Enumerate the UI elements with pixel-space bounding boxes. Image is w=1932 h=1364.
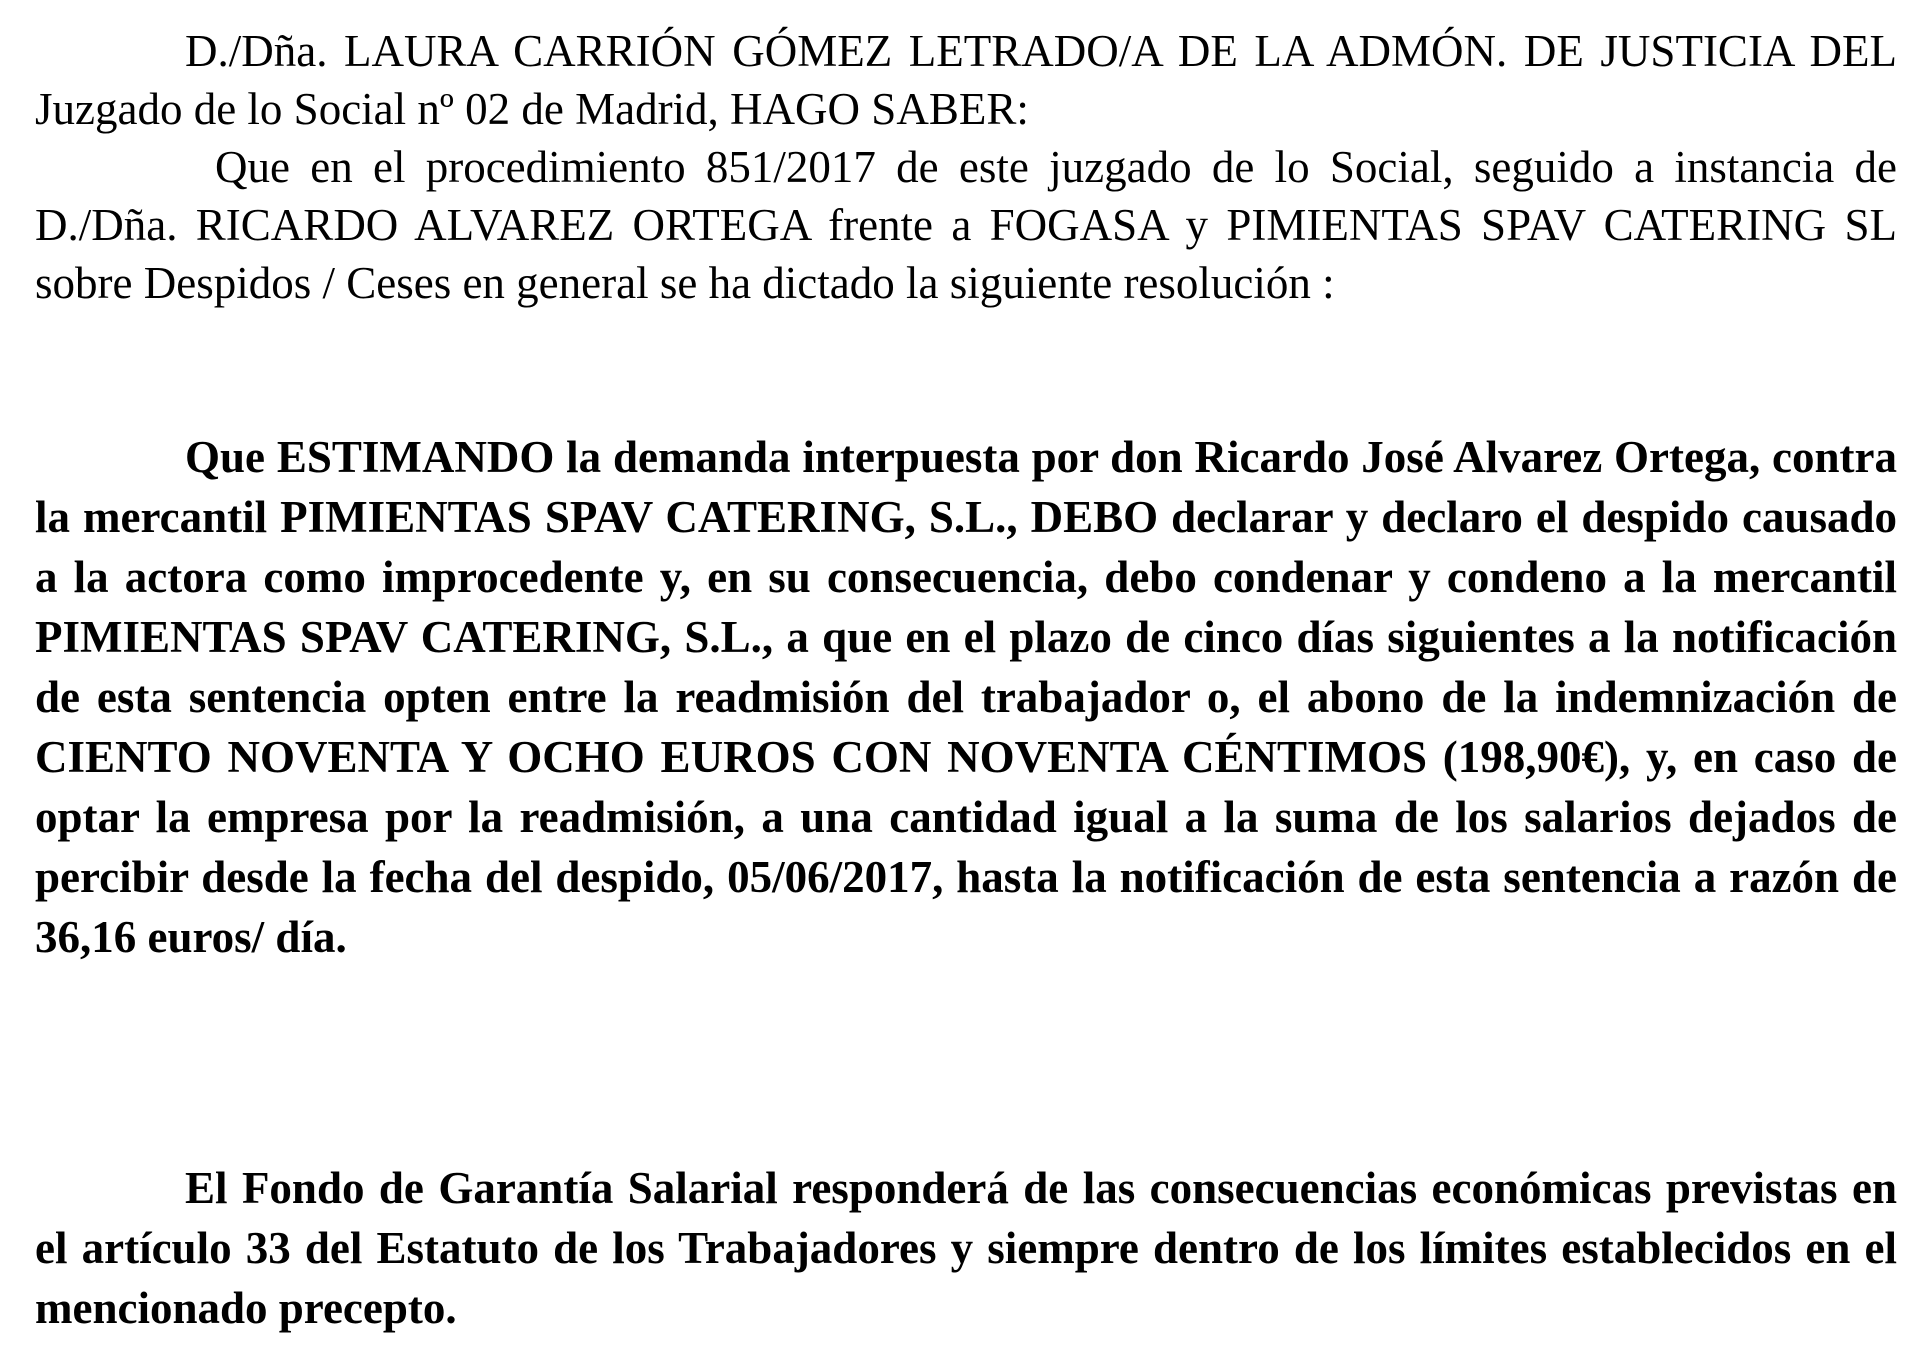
ruling-paragraph: Que ESTIMANDO la demanda interpuesta por don Ricardo José Alvarez Ortega, contra la mercantil PIMIENTAS SPAV CATERING, S.L., DEBO declarar y declaro el despido causado a la actora como improcedente y, en su consecuencia, debo condenar y condeno a la mercantil PIMIENTAS SPAV CATERING, S.L., a que en el plazo de cinco días siguientes a la notificación de esta sentencia opten entre la readmisión del trabajador o, el abono de la indemnización de CIENTO NOVENTA Y OCHO EUROS CON NOVENTA CÉNTIMOS (198,90€), y, en caso de optar la empresa por la readmisión, a una cantidad igual a la suma de los salarios dejados de percibir desde la fecha del despido, 05/06/2017, hasta la notificación de esta sentencia a razón de 36,16 euros/ día. [35, 432, 1897, 962]
procedure-paragraph: Que en el procedimiento 851/2017 de este juzgado de lo Social, seguido a instancia de D./Dña. RICARDO ALVAREZ ORTEGA frente a FOGASA y PIMIENTAS SPAV CATERING SL sobre Despidos / Ceses en general se ha dictado la siguiente resolución : [35, 142, 1897, 308]
fogasa-paragraph: El Fondo de Garantía Salarial responderá de las consecuencias económicas previstas en el artículo 33 del Estatuto de los Trabajadores y siempre dentro de los límites establecidos en el mencionado precepto. [35, 1163, 1897, 1333]
clerk-notice-paragraph: D./Dña. LAURA CARRIÓN GÓMEZ LETRADO/A DE LA ADMÓN. DE JUSTICIA DEL Juzgado de lo Social nº 02 de Madrid, HAGO SABER: [35, 26, 1897, 134]
intro-section [35, 22, 1897, 312]
